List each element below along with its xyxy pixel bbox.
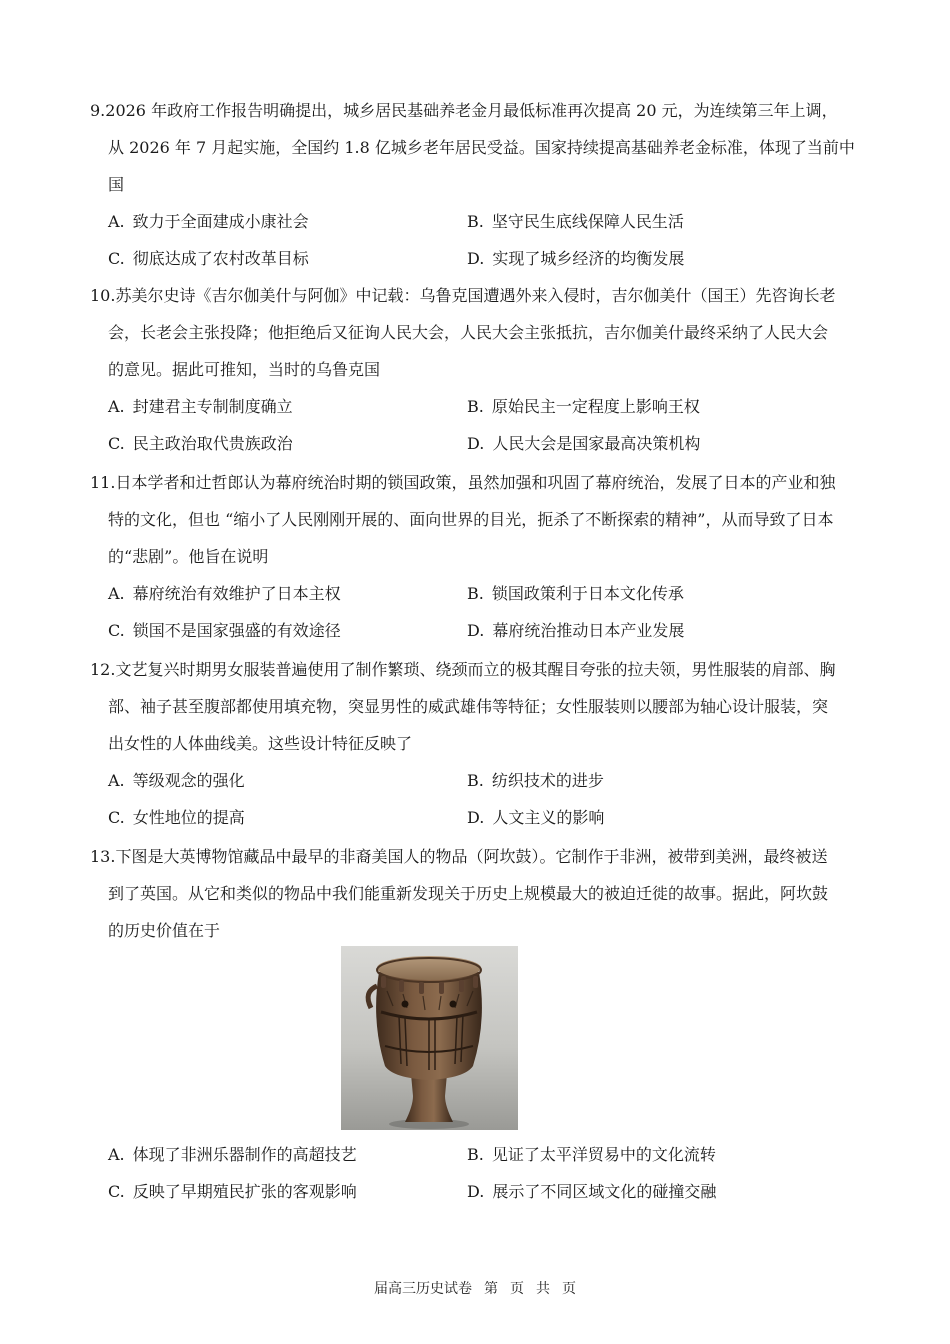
option-row [90, 612, 865, 649]
option-c: C. 锁国不是国家强盛的有效途径 [108, 621, 341, 640]
stem-line: 特的文化，但也 “缩小了人民刚刚开展的、面向世界的目光，扼杀了不断探索的精神”，从而导致了日本 [108, 510, 834, 529]
option-row [90, 240, 865, 277]
option-b: B. 坚守民生底线保障人民生活 [467, 212, 684, 231]
stem-line: 12.文艺复兴时期男女服装普遍使用了制作繁琐、绕颈而立的极其醒目夸张的拉夫领，男性服装的肩部、胸 [90, 660, 836, 679]
option-b: B. 锁国政策利于日本文化传承 [467, 584, 684, 603]
page-footer [0, 1278, 950, 1298]
option-d: D. 实现了城乡经济的均衡发展 [467, 249, 685, 268]
akan-drum-photo [341, 946, 518, 1130]
question-stem [90, 651, 865, 762]
stem-line: 的意见。据此可推知，当时的乌鲁克国 [108, 360, 381, 379]
stem-line: 的历史价值在于 [108, 921, 221, 940]
question-stem [90, 838, 865, 949]
option-b: B. 原始民主一定程度上影响王权 [467, 397, 700, 416]
question-13-options [90, 1136, 865, 1210]
option-d: D. 人民大会是国家最高决策机构 [467, 434, 701, 453]
footer-page-prefix: 第 [484, 1281, 498, 1297]
question-9 [90, 92, 865, 277]
option-a: A. 幕府统治有效维护了日本主权 [108, 584, 341, 603]
option-row [90, 762, 865, 799]
drum-icon [341, 946, 518, 1130]
option-c: C. 女性地位的提高 [108, 808, 245, 827]
option-a: A. 体现了非洲乐器制作的高超技艺 [108, 1145, 357, 1164]
stem-line: 国 [108, 175, 125, 194]
footer-exam-title: 届高三历史试卷 [374, 1281, 472, 1297]
stem-line: 会，长老会主张投降；他拒绝后又征询人民大会，人民大会主张抵抗，吉尔伽美什最终采纳了人民大会 [108, 323, 829, 342]
option-d: D. 幕府统治推动日本产业发展 [467, 621, 685, 640]
stem-line: 10.苏美尔史诗《吉尔伽美什与阿伽》中记载：乌鲁克国遭遇外来入侵时，吉尔伽美什（国王）先咨询长老 [90, 286, 836, 305]
option-row [90, 1173, 865, 1210]
footer-total-prefix: 共 [536, 1281, 550, 1297]
stem-line: 13.下图是大英博物馆藏品中最早的非裔美国人的物品（阿坎鼓）。它制作于非洲，被带到美洲，最终被送 [90, 847, 828, 866]
question-12 [90, 651, 865, 836]
stem-line: 的“悲剧”。他旨在说明 [108, 547, 269, 566]
question-stem [90, 277, 865, 388]
stem-line: 到了英国。从它和类似的物品中我们能重新发现关于历史上规模最大的被迫迁徙的故事。据此，阿坎鼓 [108, 884, 829, 903]
stem-line: 11.日本学者和辻哲郎认为幕府统治时期的锁国政策，虽然加强和巩固了幕府统治，发展了日本的产业和独 [90, 473, 836, 492]
option-row [90, 388, 865, 425]
option-a: A. 封建君主专制制度确立 [108, 397, 293, 416]
question-10 [90, 277, 865, 462]
option-b: B. 见证了太平洋贸易中的文化流转 [467, 1145, 716, 1164]
option-d: D. 人文主义的影响 [467, 808, 605, 827]
footer-total-suffix: 页 [562, 1281, 576, 1297]
option-c: C. 彻底达成了农村改革目标 [108, 249, 309, 268]
stem-line: 9.2026 年政府工作报告明确提出，城乡居民基础养老金月最低标准再次提高 20 元，为连续第三年上调， [90, 101, 838, 120]
option-c: C. 反映了早期殖民扩张的客观影响 [108, 1182, 357, 1201]
stem-line: 部、袖子甚至腹部都使用填充物，突显男性的威武雄伟等特征；女性服装则以腰部为轴心设计服装，突 [108, 697, 829, 716]
stem-line: 出女性的人体曲线美。这些设计特征反映了 [108, 734, 413, 753]
option-b: B. 纺织技术的进步 [467, 771, 604, 790]
option-row [90, 425, 865, 462]
option-a: A. 等级观念的强化 [108, 771, 245, 790]
question-11 [90, 464, 865, 649]
question-stem [90, 92, 865, 203]
option-row [90, 1136, 865, 1173]
footer-page-suffix: 页 [510, 1281, 524, 1297]
option-row [90, 203, 865, 240]
question-13 [90, 838, 865, 949]
option-a: A. 致力于全面建成小康社会 [108, 212, 309, 231]
option-row [90, 799, 865, 836]
option-row [90, 575, 865, 612]
option-c: C. 民主政治取代贵族政治 [108, 434, 293, 453]
option-d: D. 展示了不同区域文化的碰撞交融 [467, 1182, 717, 1201]
stem-line: 从 2026 年 7 月起实施，全国约 1.8 亿城乡老年居民受益。国家持续提高基础养老金标准，体现了当前中 [108, 138, 855, 157]
question-stem [90, 464, 865, 575]
